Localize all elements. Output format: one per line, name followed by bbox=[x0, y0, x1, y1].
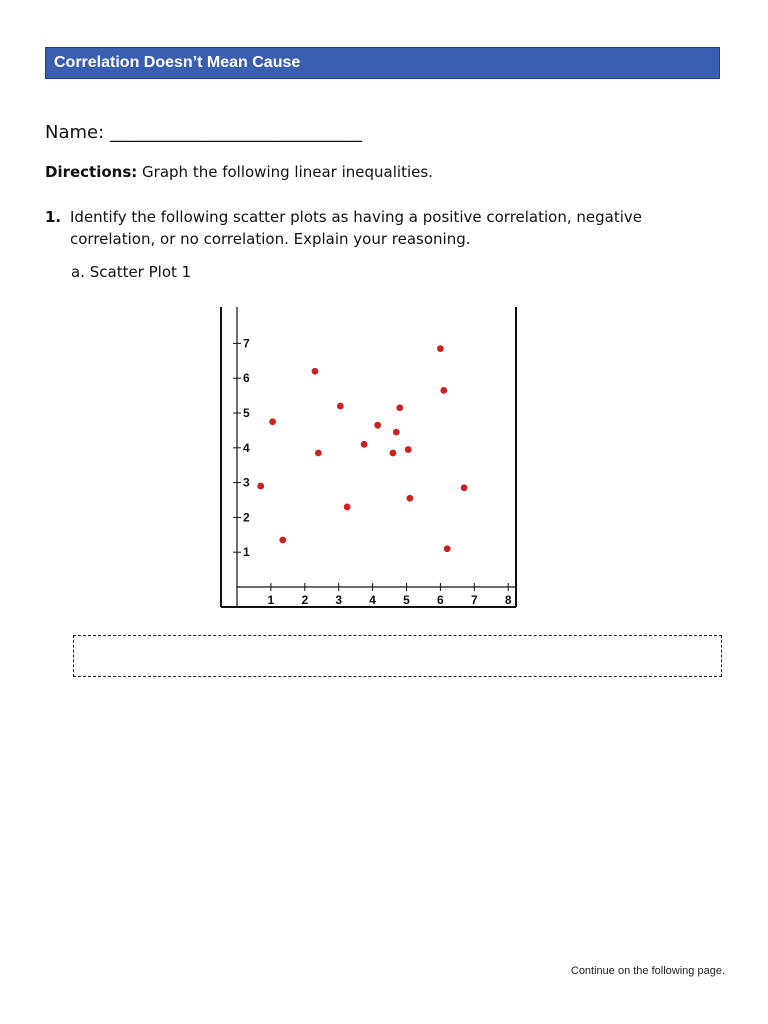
y-tick-label: 2 bbox=[243, 510, 250, 525]
part-a-label: a. Scatter Plot 1 bbox=[71, 263, 192, 281]
y-tick-label: 7 bbox=[243, 336, 250, 351]
data-point bbox=[437, 345, 444, 352]
data-point bbox=[312, 368, 319, 375]
data-point bbox=[405, 446, 412, 453]
directions-text: Graph the following linear inequalities. bbox=[137, 163, 433, 181]
scatter-plot-1 bbox=[205, 300, 530, 615]
chart-axes bbox=[221, 307, 516, 607]
x-tick-label: 3 bbox=[335, 593, 343, 607]
y-tick-label: 6 bbox=[243, 371, 250, 386]
worksheet-title: Correlation Doesn’t Mean Cause bbox=[45, 47, 720, 79]
y-tick-label: 4 bbox=[243, 440, 250, 455]
data-point bbox=[444, 545, 451, 552]
data-point bbox=[257, 483, 264, 490]
data-point bbox=[440, 387, 447, 394]
question-number: 1. bbox=[45, 208, 62, 226]
name-blank: ____________________________ bbox=[109, 122, 362, 143]
data-point bbox=[374, 422, 381, 429]
data-point bbox=[461, 484, 468, 491]
data-point bbox=[344, 504, 351, 511]
x-tick-label: 5 bbox=[403, 593, 410, 607]
data-point bbox=[393, 429, 400, 436]
data-point bbox=[361, 441, 368, 448]
answer-box[interactable] bbox=[73, 635, 722, 677]
data-point bbox=[390, 450, 397, 457]
question-text: Identify the following scatter plots as having a positive correlation, negative correlation, or no correlation. Explain your reasoning. bbox=[70, 208, 642, 248]
data-point bbox=[396, 404, 403, 411]
x-tick-label: 4 bbox=[369, 593, 376, 607]
footer-note: Continue on the following page. bbox=[570, 965, 725, 977]
x-tick-label: 1 bbox=[267, 593, 275, 607]
data-point bbox=[279, 537, 286, 544]
y-tick-label: 5 bbox=[243, 406, 250, 420]
chart-points bbox=[257, 345, 467, 552]
directions bbox=[45, 163, 433, 181]
data-point bbox=[337, 403, 344, 410]
x-tick-label: 8 bbox=[504, 593, 512, 607]
data-point bbox=[315, 450, 322, 457]
directions-label: Directions: bbox=[45, 163, 138, 181]
data-point bbox=[406, 495, 413, 502]
name-field bbox=[45, 122, 362, 143]
x-tick-label: 6 bbox=[437, 593, 444, 607]
y-tick-label: 3 bbox=[243, 475, 250, 490]
y-tick-label: 1 bbox=[243, 545, 250, 560]
chart-ticks bbox=[233, 336, 512, 607]
x-tick-label: 7 bbox=[470, 593, 478, 607]
x-tick-label: 2 bbox=[301, 593, 309, 607]
question-1 bbox=[45, 206, 705, 250]
name-label: Name: bbox=[45, 122, 110, 143]
data-point bbox=[269, 418, 276, 425]
